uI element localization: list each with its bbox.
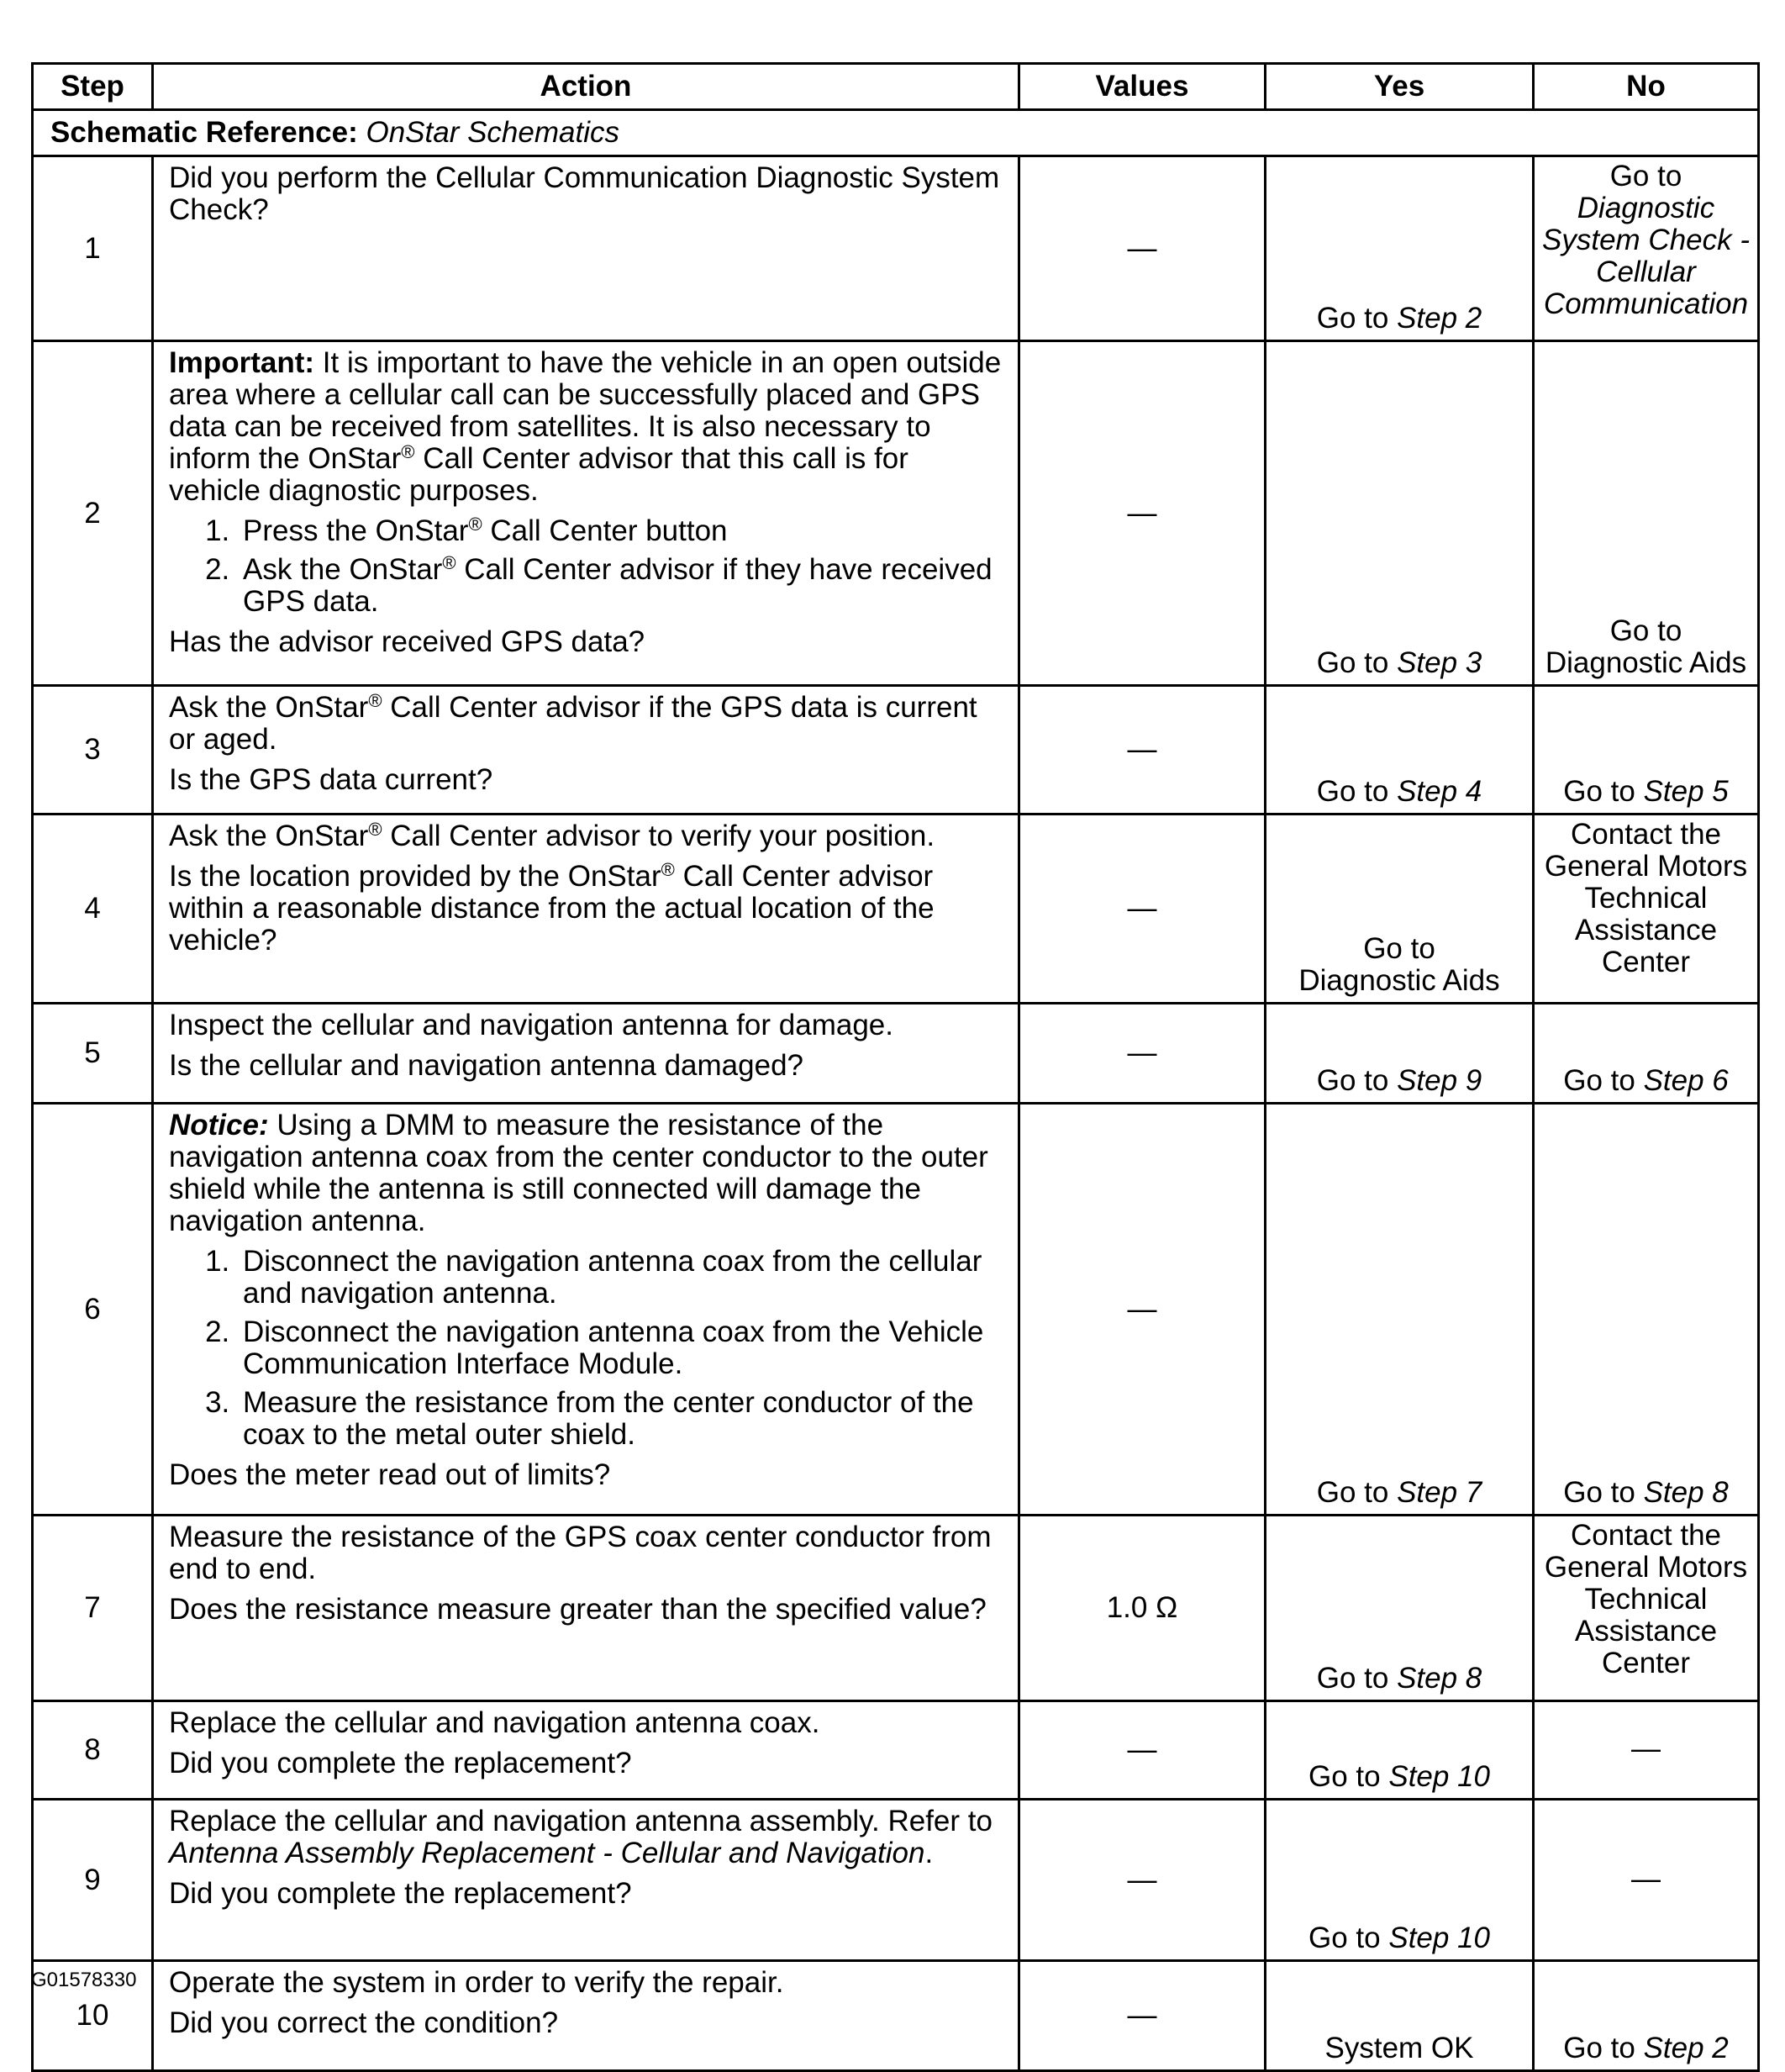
action-cell bbox=[153, 686, 1019, 815]
no-step-link[interactable]: Step 2 bbox=[1643, 2032, 1729, 2064]
list-item bbox=[238, 515, 1008, 547]
yes-cell bbox=[1266, 1004, 1534, 1104]
action-cell bbox=[153, 815, 1019, 1004]
header-values: Values bbox=[1019, 64, 1266, 110]
yes-cell bbox=[1266, 1516, 1534, 1701]
question-text: Did you correct the condition? bbox=[169, 2006, 559, 2039]
value-cell: — bbox=[1019, 686, 1266, 815]
yes-cell bbox=[1266, 156, 1534, 341]
notice-text: Using a DMM to measure the resistance of the navigation antenna coax from the center conductor to the outer shield while the antenna is still connected will damage the navigation antenna. bbox=[169, 1109, 988, 1237]
table-row bbox=[33, 341, 1759, 686]
go-to-label: Go to bbox=[1563, 2032, 1635, 2064]
go-to-label: Go to bbox=[1363, 932, 1435, 965]
header-yes: Yes bbox=[1266, 64, 1534, 110]
diagnostic-table bbox=[31, 62, 1760, 2072]
registered-mark: ® bbox=[368, 819, 382, 840]
header-action: Action bbox=[153, 64, 1019, 110]
table-row bbox=[33, 686, 1759, 815]
figure-id: G01578330 bbox=[31, 1969, 137, 1991]
action-text bbox=[169, 692, 1008, 756]
item-text: Press the OnStar bbox=[243, 514, 469, 547]
no-cell bbox=[1534, 686, 1759, 815]
action-text-a: Replace the cellular and navigation antenna assembly. Refer to bbox=[169, 1805, 993, 1837]
yes-cell bbox=[1266, 1701, 1534, 1800]
question-text bbox=[169, 861, 1008, 957]
list-item: 3. Measure the resistance from the center conductor of the coax to the metal outer shield. bbox=[238, 1387, 1008, 1451]
no-cell: Contact the General Motors Technical Assistance Center bbox=[1534, 1516, 1759, 1701]
notice-note bbox=[169, 1110, 1008, 1237]
go-to-label: Go to bbox=[1308, 1922, 1381, 1954]
step-number: 5 bbox=[33, 1004, 153, 1104]
important-label: Important: bbox=[169, 346, 315, 379]
yes-cell bbox=[1266, 815, 1534, 1004]
question-text: Is the GPS data current? bbox=[169, 763, 493, 796]
action-cell bbox=[153, 1516, 1019, 1701]
question-text: Does the meter read out of limits? bbox=[169, 1458, 611, 1491]
go-to-label: Go to bbox=[1316, 302, 1389, 335]
go-to-label: Go to bbox=[1563, 775, 1635, 808]
go-to-label: Go to bbox=[1316, 775, 1389, 808]
registered-mark: ® bbox=[368, 690, 382, 711]
procedure-link[interactable]: Antenna Assembly Replacement - Cellular and Navigation bbox=[169, 1837, 925, 1869]
table-row bbox=[33, 1104, 1759, 1516]
table-row bbox=[33, 1516, 1759, 1701]
go-to-label: Go to bbox=[1316, 1064, 1389, 1097]
no-procedure-link[interactable]: Diagnostic Aids bbox=[1545, 646, 1747, 679]
value-cell: — bbox=[1019, 341, 1266, 686]
no-cell: — bbox=[1534, 1800, 1759, 1961]
item-text: Ask the OnStar bbox=[243, 553, 443, 586]
list-item bbox=[238, 554, 1008, 618]
header-no: No bbox=[1534, 64, 1759, 110]
step-number: 10 bbox=[33, 1961, 153, 2071]
step-number: 9 bbox=[33, 1800, 153, 1961]
action-text: Replace the cellular and navigation antenna assembly. Refer to Antenna Assembly Replacement - Cellular and Navigation. bbox=[169, 1805, 993, 1869]
value-cell: — bbox=[1019, 815, 1266, 1004]
yes-step-link[interactable]: Step 9 bbox=[1397, 1064, 1482, 1097]
question-text: Does the resistance measure greater than the specified value? bbox=[169, 1593, 987, 1626]
no-step-link[interactable]: Step 6 bbox=[1643, 1064, 1729, 1097]
no-cell bbox=[1534, 341, 1759, 686]
step-number: 7 bbox=[33, 1516, 153, 1701]
registered-mark: ® bbox=[401, 441, 415, 462]
yes-cell bbox=[1266, 1104, 1534, 1516]
no-cell bbox=[1534, 1104, 1759, 1516]
action-cell bbox=[153, 1800, 1019, 1961]
yes-cell: System OK bbox=[1266, 1961, 1534, 2071]
action-text-a: Ask the OnStar bbox=[169, 820, 369, 852]
table-row bbox=[33, 815, 1759, 1004]
item-text: Call Center advisor if they have received GPS data. bbox=[243, 553, 993, 618]
action-cell bbox=[153, 1961, 1019, 2071]
schematic-row bbox=[33, 110, 1759, 156]
go-to-label: Go to bbox=[1609, 614, 1682, 647]
value-cell: — bbox=[1019, 1004, 1266, 1104]
value-cell: — bbox=[1019, 156, 1266, 341]
yes-cell bbox=[1266, 1800, 1534, 1961]
step-number: 2 bbox=[33, 341, 153, 686]
no-cell bbox=[1534, 1004, 1759, 1104]
value-cell: — bbox=[1019, 1104, 1266, 1516]
step-number: 4 bbox=[33, 815, 153, 1004]
yes-step-link[interactable]: Step 2 bbox=[1397, 302, 1482, 335]
action-text: Inspect the cellular and navigation antenna for damage. bbox=[169, 1009, 893, 1041]
go-to-label: Go to bbox=[1563, 1064, 1635, 1097]
no-cell bbox=[1534, 156, 1759, 341]
step-number: 6 bbox=[33, 1104, 153, 1516]
list-item: 2. Disconnect the navigation antenna coax from the Vehicle Communication Interface Module. bbox=[238, 1316, 1008, 1380]
important-text-b: Call Center advisor that this call is for vehicle diagnostic purposes. bbox=[169, 442, 908, 507]
yes-step-link[interactable]: Step 10 bbox=[1388, 1922, 1490, 1954]
table-row bbox=[33, 1961, 1759, 2071]
header-row bbox=[33, 64, 1759, 110]
no-procedure-link[interactable]: Diagnostic System Check - Cellular Communication bbox=[1542, 192, 1750, 320]
registered-mark: ® bbox=[468, 514, 482, 535]
action-cell bbox=[153, 1104, 1019, 1516]
action-text-b: Call Center advisor to verify your position. bbox=[390, 820, 935, 852]
item-text: Call Center button bbox=[490, 514, 728, 547]
go-to-label: Go to bbox=[1316, 646, 1389, 679]
procedure-list bbox=[169, 1246, 1008, 1451]
action-text-b: Call Center advisor if the GPS data is current or aged. bbox=[169, 691, 977, 756]
table-row bbox=[33, 1004, 1759, 1104]
go-to-label: Go to bbox=[1316, 1476, 1389, 1509]
yes-cell bbox=[1266, 686, 1534, 815]
question-text: Did you complete the replacement? bbox=[169, 1877, 632, 1910]
action-text-a: Ask the OnStar bbox=[169, 691, 369, 724]
question-text: Is the cellular and navigation antenna damaged? bbox=[169, 1049, 803, 1082]
no-step-link[interactable]: Step 5 bbox=[1643, 775, 1729, 808]
step-number: 8 bbox=[33, 1701, 153, 1800]
value-cell: — bbox=[1019, 1701, 1266, 1800]
go-to-label: Go to bbox=[1609, 160, 1682, 192]
important-note bbox=[169, 347, 1008, 507]
action-text: Measure the resistance of the GPS coax center conductor from end to end. bbox=[169, 1521, 992, 1585]
step-number: 3 bbox=[33, 686, 153, 815]
no-cell bbox=[1534, 1961, 1759, 2071]
notice-label: Notice: bbox=[169, 1109, 269, 1141]
question-text-a: Is the location provided by the OnStar bbox=[169, 860, 661, 893]
table-row bbox=[33, 1701, 1759, 1800]
schematic-label: Schematic Reference: bbox=[50, 116, 358, 149]
yes-cell bbox=[1266, 341, 1534, 686]
question-text: Has the advisor received GPS data? bbox=[169, 625, 645, 658]
question-text: Did you complete the replacement? bbox=[169, 1747, 632, 1779]
schematic-link[interactable]: OnStar Schematics bbox=[366, 116, 619, 149]
yes-procedure-link[interactable]: Diagnostic Aids bbox=[1298, 964, 1500, 997]
procedure-list bbox=[169, 515, 1008, 618]
header-step: Step bbox=[33, 64, 153, 110]
schematic-reference bbox=[33, 110, 1759, 156]
question-text-b: Call Center advisor within a reasonable distance from the actual location of the vehicle? bbox=[169, 860, 935, 957]
go-to-label: Go to bbox=[1563, 1476, 1635, 1509]
no-cell: Contact the General Motors Technical Assistance Center bbox=[1534, 815, 1759, 1004]
no-step-link[interactable]: Step 8 bbox=[1643, 1476, 1729, 1509]
important-text-a: It is important to have the vehicle in an open outside area where a cellular call can be successfully placed and GPS data can be received from satellites. It is also necessary to inform the OnStar bbox=[169, 346, 1002, 475]
action-cell bbox=[153, 1004, 1019, 1104]
table-row bbox=[33, 156, 1759, 341]
yes-step-link[interactable]: Step 7 bbox=[1397, 1476, 1482, 1509]
value-cell: — bbox=[1019, 1961, 1266, 2071]
go-to-label: Go to bbox=[1308, 1760, 1381, 1793]
action-cell bbox=[153, 156, 1019, 341]
step-number: 1 bbox=[33, 156, 153, 341]
registered-mark: ® bbox=[661, 859, 675, 880]
yes-step-link[interactable]: Step 10 bbox=[1388, 1760, 1490, 1793]
go-to-label: Go to bbox=[1316, 1662, 1389, 1695]
no-cell: — bbox=[1534, 1701, 1759, 1800]
yes-step-link[interactable]: Step 8 bbox=[1397, 1662, 1482, 1695]
action-text bbox=[169, 820, 1008, 852]
yes-step-link[interactable]: Step 3 bbox=[1397, 646, 1482, 679]
value-cell: — bbox=[1019, 1800, 1266, 1961]
action-text: Replace the cellular and navigation antenna coax. bbox=[169, 1706, 820, 1739]
action-text: Did you perform the Cellular Communication Diagnostic System Check? bbox=[169, 161, 1000, 226]
list-item: 1. Disconnect the navigation antenna coax from the cellular and navigation antenna. bbox=[238, 1246, 1008, 1310]
table-row bbox=[33, 1800, 1759, 1961]
value-cell: 1.0 Ω bbox=[1019, 1516, 1266, 1701]
yes-step-link[interactable]: Step 4 bbox=[1397, 775, 1482, 808]
action-cell bbox=[153, 1701, 1019, 1800]
action-cell bbox=[153, 341, 1019, 686]
action-text: Operate the system in order to verify the repair. bbox=[169, 1966, 784, 1999]
registered-mark: ® bbox=[442, 552, 456, 573]
